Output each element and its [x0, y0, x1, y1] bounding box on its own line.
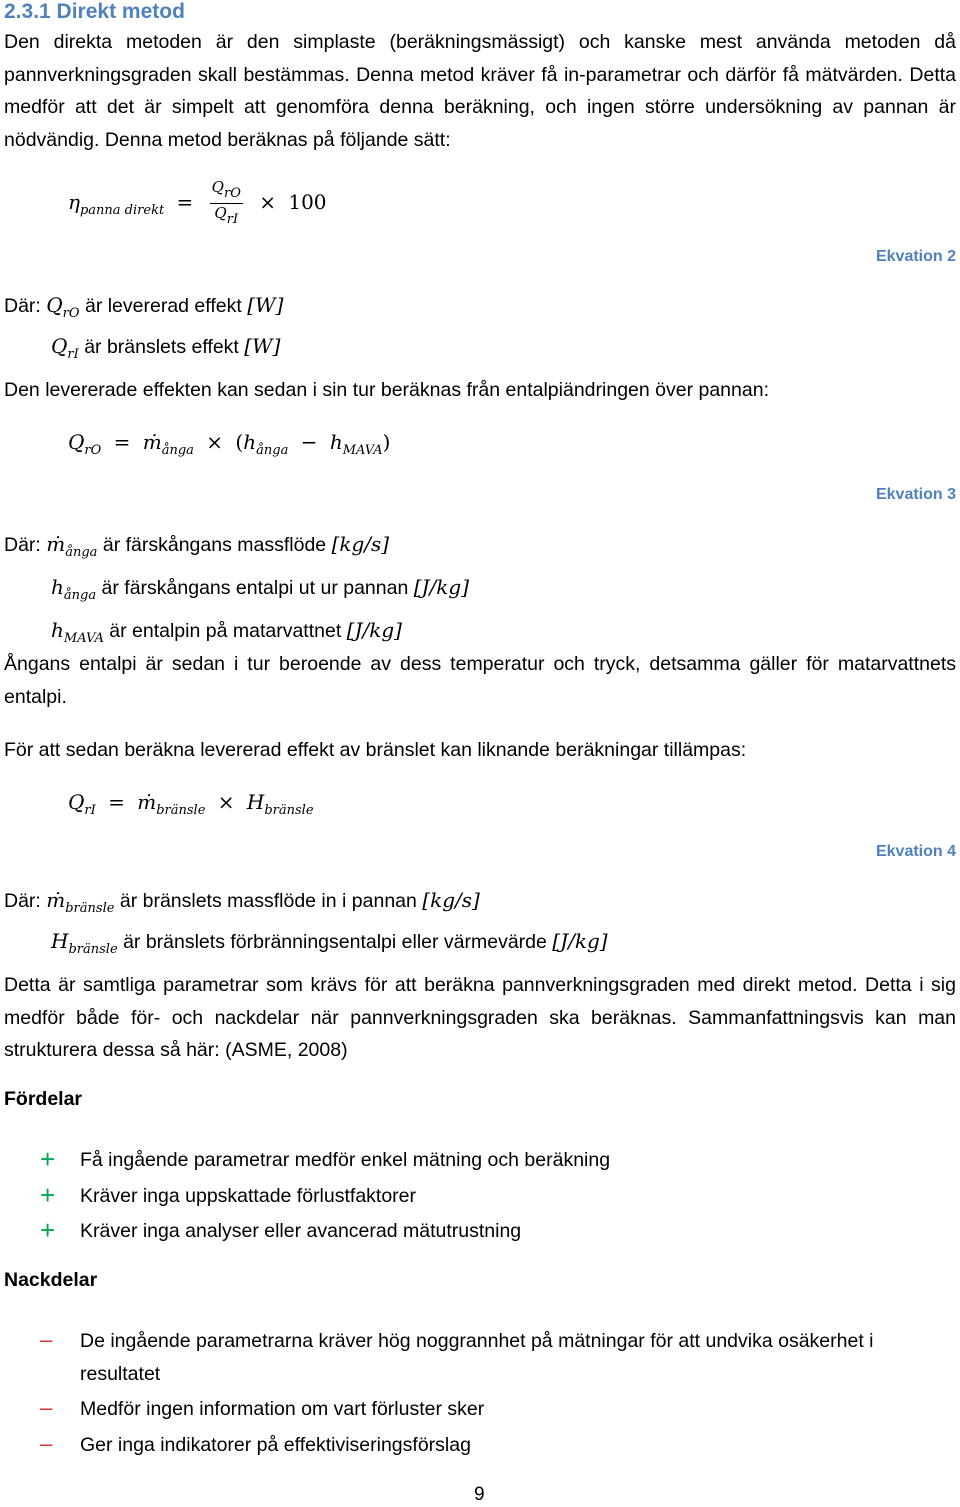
definition-text: är bränslets massflöde in i pannan [119, 890, 417, 912]
unit: [W] [247, 293, 284, 317]
q-symbol: Q [68, 430, 85, 454]
paragraph-steam-enthalpy: Ångans entalpi är sedan i tur beroende av dess temperatur och tryck, detsamma gäller för matarvattnets entalpi. [4, 653, 956, 708]
h1-symbol: h [243, 430, 257, 454]
mdot-symbol: ṁ [137, 790, 157, 814]
minus-sign: − [300, 430, 318, 454]
minus-icon: – [40, 1430, 53, 1456]
unit: [J/kg] [413, 575, 470, 599]
sym: Q [46, 293, 63, 317]
list-item-text: Kräver inga analyser eller avancerad mätutrustning [80, 1220, 522, 1242]
where-prefix: Där: [4, 890, 41, 912]
definition-text: är färskångans massflöde [102, 534, 327, 556]
eta-symbol: η [68, 190, 80, 214]
list-item [40, 1180, 956, 1213]
paragraph-fuel-power: För att sedan beräkna levererad effekt av bränslet kan liknande beräkningar tillämpas: [4, 739, 747, 761]
sym: ṁ [46, 888, 66, 912]
symbol [51, 929, 118, 957]
sym-sub: rI [67, 347, 79, 362]
intro-paragraph: Den direkta metoden är den simplaste (beräkningsmässigt) och kanske mest använda metoden då pannverkningsgraden skall bestämmas. Denna metod kräver få in-parametrar och därför få mätvärden. Detta medför att det är simpelt att genomföra denna beräkning, och ingen större undersökning av pannan är nödvändig. Denna metod beräknas på följande sätt: [4, 31, 956, 151]
den-symbol: Q [214, 204, 227, 222]
list-item [40, 1393, 956, 1426]
q-symbol: Q [68, 790, 85, 814]
equals-sign: = [176, 190, 194, 214]
list-item [40, 1215, 956, 1248]
H-symbol: H [246, 790, 265, 814]
definition-row [4, 289, 283, 330]
sym: h [51, 618, 64, 642]
definition-row [4, 570, 469, 613]
list-item [40, 1429, 956, 1462]
symbol [51, 575, 97, 603]
sym-sub: MAVA [63, 631, 104, 646]
definition-text: är bränslets effekt [84, 336, 239, 358]
num-symbol: Q [211, 178, 224, 196]
list-item-text: Medför ingen information om vart förluster sker [80, 1398, 485, 1420]
fraction-numerator [210, 178, 243, 204]
unit: [W] [244, 334, 281, 358]
mdot-symbol: ṁ [142, 430, 162, 454]
open-paren: ( [235, 430, 244, 454]
h1-subscript: ånga [256, 443, 289, 458]
disadvantages-title: Nackdelar [4, 1269, 98, 1291]
q-subscript: rO [84, 443, 102, 458]
equation-label-4: Ekvation 4 [875, 843, 956, 860]
equation-fuel-power [68, 790, 314, 818]
mdot-subscript: ånga [161, 443, 194, 458]
symbol [46, 532, 98, 560]
symbol [46, 888, 115, 916]
definition-row [4, 330, 283, 371]
sym-sub: bränsle [65, 901, 115, 916]
equals-sign: = [108, 790, 125, 814]
factor-100: 100 [288, 190, 327, 214]
unit: [kg/s] [422, 888, 480, 912]
plus-icon: + [40, 1144, 56, 1174]
h2-symbol: h [329, 430, 343, 454]
den-subscript: rI [226, 212, 239, 227]
times-sign: × [217, 790, 235, 814]
definition-text: är bränslets förbränningsentalpi eller värmevärde [123, 931, 547, 953]
close-paren: ) [382, 430, 391, 454]
equals-sign: = [113, 430, 131, 454]
list-item [40, 1144, 956, 1177]
sym: Q [51, 334, 68, 358]
equation-label-3: Ekvation 3 [875, 486, 956, 503]
disadvantages-list [40, 1325, 956, 1461]
sym-sub: ånga [65, 545, 98, 560]
q-subscript: rI [84, 803, 96, 818]
definition-row [4, 884, 608, 925]
list-item [40, 1325, 956, 1390]
eta-subscript: panna direkt [79, 203, 165, 218]
symbol [51, 334, 79, 362]
advantages-title: Fördelar [4, 1088, 83, 1110]
h2-subscript: MAVA [342, 443, 383, 458]
sym-sub: ånga [63, 588, 97, 603]
paragraph-summary: Detta är samtliga parametrar som krävs för att beräkna pannverkningsgraden med direkt metod. Detta i sig medför både för- och nackdelar när pannverkningsgraden ska beräknas. Sammanfattningsvis kan man strukturera dessa så här: (ASME, 2008) [4, 974, 956, 1061]
list-item-text: Kräver inga uppskattade förlustfaktorer [80, 1184, 417, 1207]
minus-icon: – [40, 1327, 53, 1352]
section-heading: 2.3.1 Direkt metod [4, 0, 185, 23]
page-number: 9 [474, 1484, 485, 1505]
times-sign: × [206, 430, 224, 454]
sym: H [51, 929, 69, 953]
advantages-list [40, 1144, 956, 1248]
sym-sub: bränsle [68, 942, 118, 957]
definition-text: är färskångans entalpi ut ur pannan [101, 577, 409, 599]
times-sign: × [259, 190, 276, 214]
fraction [210, 178, 243, 229]
minus-icon: – [40, 1395, 53, 1420]
plus-icon: + [40, 1179, 56, 1210]
definition-row [4, 925, 608, 966]
plus-icon: + [40, 1215, 56, 1245]
symbol [51, 618, 104, 646]
sym: ṁ [46, 532, 66, 556]
where-prefix: Där: [4, 295, 41, 317]
unit: [J/kg] [346, 618, 402, 642]
unit: [J/kg] [552, 929, 608, 953]
list-item-text: De ingående parametrarna kräver hög noggrannhet på mätningar för att undvika osäkerhet i resultatet [80, 1330, 874, 1385]
definitions-eq4 [4, 884, 608, 966]
num-subscript: rO [223, 186, 241, 201]
sym: h [51, 575, 64, 599]
definition-text: är entalpin på matarvattnet [109, 620, 342, 642]
definitions-eq2 [4, 289, 283, 371]
H-subscript: bränsle [264, 803, 314, 818]
equation-label-2: Ekvation 2 [875, 248, 956, 265]
list-item-text: Ger inga indikatorer på effektiviseringsförslag [80, 1433, 471, 1456]
fraction-denominator [210, 204, 243, 229]
unit: [kg/s] [331, 532, 390, 556]
symbol [46, 293, 80, 321]
equation-delivered-power [68, 430, 390, 458]
sym-sub: rO [62, 306, 80, 321]
equation-efficiency [68, 178, 327, 229]
paragraph-enthalpy: Den levererade effekten kan sedan i sin tur beräknas från entalpiändringen över pannan: [4, 379, 769, 401]
list-item-text: Få ingående parametrar medför enkel mätning och beräkning [80, 1149, 611, 1171]
definition-text: är levererad effekt [84, 295, 242, 317]
definition-row [4, 527, 469, 570]
where-prefix: Där: [4, 534, 41, 556]
definitions-eq3 [4, 527, 469, 656]
mdot-subscript: bränsle [156, 803, 206, 818]
